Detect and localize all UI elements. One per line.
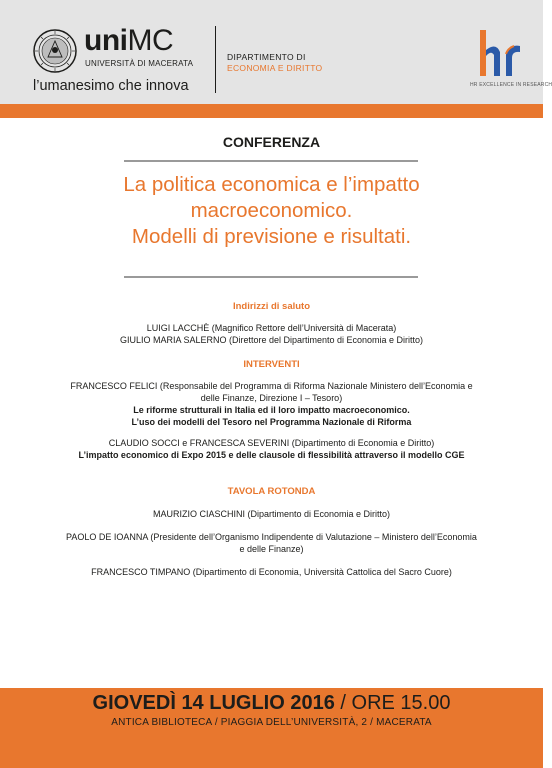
department-label: DIPARTIMENTO DI xyxy=(227,52,306,62)
event-date-time xyxy=(0,692,543,715)
orange-band xyxy=(0,104,543,118)
department-name: ECONOMIA E DIRITTO xyxy=(227,63,323,73)
header-bar xyxy=(0,0,552,104)
event-date: GIOVEDÌ 14 LUGLIO 2016 xyxy=(92,692,335,714)
event-time: / ORE 15.00 xyxy=(334,692,451,714)
talk-title: L’uso dei modelli del Tesoro nel Programma Nazionale di Riforma xyxy=(131,417,412,427)
university-seal-icon xyxy=(33,29,77,73)
university-tagline: l’umanesimo che innova xyxy=(33,78,189,94)
greetings-heading: Indirizzi di saluto xyxy=(232,301,311,312)
talk-speaker: FRANCESCO FELICI (Responsabile del Programma di Riforma Nazionale Ministero dell’Economia e xyxy=(70,381,473,391)
greeting-speaker: GIULIO MARIA SALERNO (Direttore del Dipartimento di Economia e Diritto) xyxy=(119,335,424,345)
talk-title: Le riforme strutturali in Italia ed il loro impatto macroeconomico. xyxy=(133,405,410,415)
top-rule xyxy=(124,160,418,162)
brand-wordmark xyxy=(84,26,173,56)
event-venue: ANTICA BIBLIOTECA / PIAGGIA DELL’UNIVERSITÀ, 2 / MACERATA xyxy=(111,717,432,728)
brand-subtitle: UNIVERSITÀ DI MACERATA xyxy=(85,59,194,68)
conference-title xyxy=(0,172,543,250)
header-divider xyxy=(215,26,216,93)
roundtable-participant: e delle Finanze) xyxy=(239,544,304,554)
title-line: Modelli di previsione e risultati. xyxy=(131,225,412,248)
talk-title: L’impatto economico di Expo 2015 e delle clausole di flessibilità attraverso il modello CGE xyxy=(78,450,465,460)
greeting-speaker: LUIGI LACCHÈ (Magnifico Rettore dell’Università di Macerata) xyxy=(146,323,397,333)
hr-tagline: HR EXCELLENCE IN RESEARCH xyxy=(470,82,552,88)
event-type-label: CONFERENZA xyxy=(222,134,321,150)
talks-heading: INTERVENTI xyxy=(243,359,300,370)
brand-bold: uni xyxy=(84,24,128,57)
talk-speaker: delle Finanze, Direzione I – Tesoro) xyxy=(200,393,343,403)
roundtable-heading: TAVOLA ROTONDA xyxy=(227,486,316,497)
roundtable-participant: FRANCESCO TIMPANO (Dipartimento di Economia, Università Cattolica del Sacro Cuore) xyxy=(91,567,452,577)
bottom-rule xyxy=(124,276,418,278)
talk-speaker: CLAUDIO SOCCI e FRANCESCA SEVERINI (Dipartimento di Economia e Diritto) xyxy=(108,438,435,448)
hr-excellence-logo-icon xyxy=(476,28,524,80)
title-line: macroeconomico. xyxy=(190,199,353,222)
roundtable-participant: MAURIZIO CIASCHINI (Dipartimento di Economia e Diritto) xyxy=(152,509,391,519)
roundtable-participant: PAOLO DE IOANNA (Presidente dell’Organismo Indipendente di Valutazione – Ministero dell’Economia xyxy=(66,532,477,542)
title-line: La politica economica e l’impatto xyxy=(123,173,420,196)
brand-regular: MC xyxy=(127,24,174,57)
